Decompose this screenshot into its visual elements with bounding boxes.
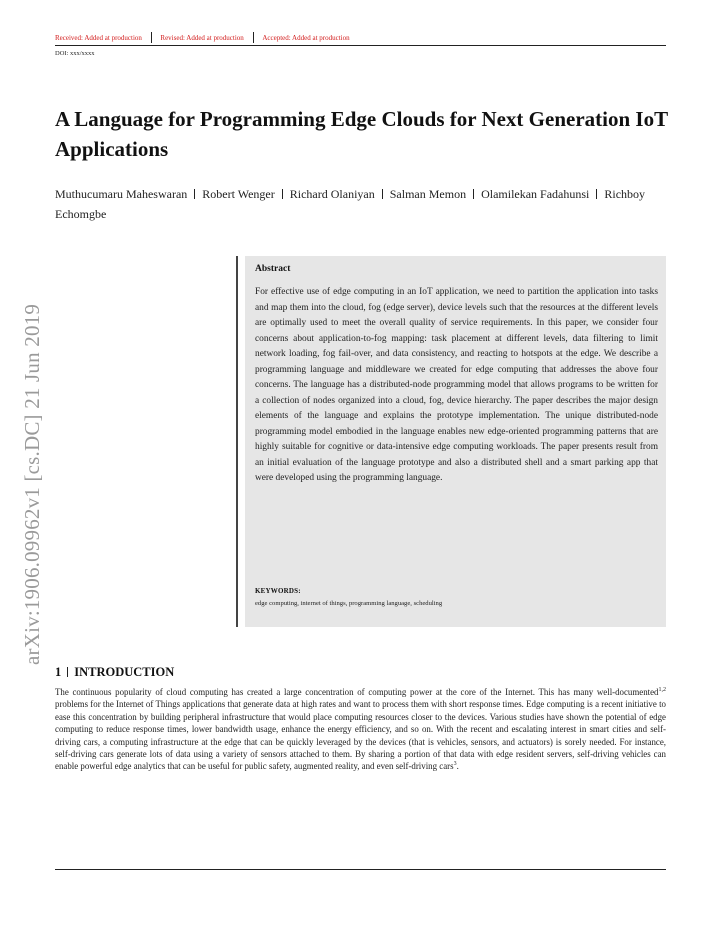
header-separator [253, 32, 254, 43]
author: Olamilekan Fadahunsi [481, 187, 590, 201]
author: Muthucumaru Maheswaran [55, 187, 188, 201]
author-separator [596, 189, 597, 199]
author: Robert Wenger [202, 187, 275, 201]
keywords-text: edge computing, internet of things, programming language, scheduling [255, 600, 443, 607]
received-date: Received: Added at production [55, 34, 142, 42]
header-separator [151, 32, 152, 43]
revised-date: Revised: Added at production [160, 34, 244, 42]
section-heading [55, 665, 174, 680]
arxiv-stamp: arXiv:1906.09962v1 [cs.DC] 21 Jun 2019 [20, 303, 44, 665]
author-list [55, 184, 665, 224]
author-separator [282, 189, 283, 199]
citation[interactable]: 3 [453, 761, 457, 768]
author-separator [382, 189, 383, 199]
section-number: 1 [55, 665, 62, 679]
abstract-text: For effective use of edge computing in an IoT application, we need to partition the application into tasks and map them into the cloud, fog (edge server), device levels such that the resources at the different levels are optimally used to meet the overall quality of service requirements. In this paper, we consider four concerns about application-to-fog mapping: task placement at different levels, data filtering to limit network loading, fog fail-over, and data consistency, and reacting to hotspots at the edge. We describe a programming language and middleware we created for edge computing that addresses the above four concerns. The language has a distributed-node programming model that allows programs to be written for a collection of nodes organized into a cloud, fog, device hierarchy. The paper describes the major design elements of the language and explains the prototype implementation. The unique distributed-node programming model embodied in the language enables new edge-oriented programming patterns that are highly suitable for cognitive or data-intensive edge computing workloads. The paper presents result from an initial evaluation of the language prototype and also a distributed shell and a smart parking app that were developed using the programming language. [255, 287, 658, 483]
accepted-date: Accepted: Added at production [262, 34, 350, 42]
citation[interactable]: 1,2 [658, 687, 666, 694]
author-separator [473, 189, 474, 199]
author: Richard Olaniyan [289, 187, 375, 201]
author: Richboy Echomgbe [55, 187, 646, 221]
keywords-heading: KEYWORDS: [255, 587, 301, 595]
header-dates [55, 32, 666, 44]
author-separator [194, 189, 195, 199]
abstract-rule [236, 256, 238, 627]
footer-rule [55, 869, 666, 870]
author: Salman Memon [389, 187, 467, 201]
introduction-paragraph [55, 686, 666, 773]
header-rule [55, 45, 666, 46]
body-text: problems for the Internet of Things applications that generate data at high rates and want to process them with short response times. Edge computing is a recent initiative to ease this concentration by building peripheral infrastructure that would place computing resources closer to the devices. Various studies have shown the potential of edge computing to reduce response times, lower bandwidth usage, enhance the energy efficiency, and so on. With the recent and escalating interest in smart cities and self-driving cars, a computing infrastructure at the edge that can be quickly leveraged by the devices (that is vehicles, sensors, and actuators) is sorely needed. For instance, self-driving cars generate lots of data using a variety of sensors attached to them. By sharing a portion of that data with edge resident servers, self-driving vehicles can enable powerful edge analytics that can be useful for public safety, augmented reality, and even self-driving cars [55, 699, 666, 772]
body-text: The continuous popularity of cloud computing has created a large concentration of computing power at the core of the Internet. This has many well-documented [55, 687, 659, 697]
paper-title: A Language for Programming Edge Clouds for Next Generation IoT Applications [55, 107, 668, 161]
body-text: . [456, 761, 459, 772]
abstract-heading: Abstract [255, 264, 291, 274]
doi: DOI: xxx/xxxx [55, 50, 95, 57]
section-separator [67, 667, 68, 677]
section-title: INTRODUCTION [74, 665, 175, 679]
